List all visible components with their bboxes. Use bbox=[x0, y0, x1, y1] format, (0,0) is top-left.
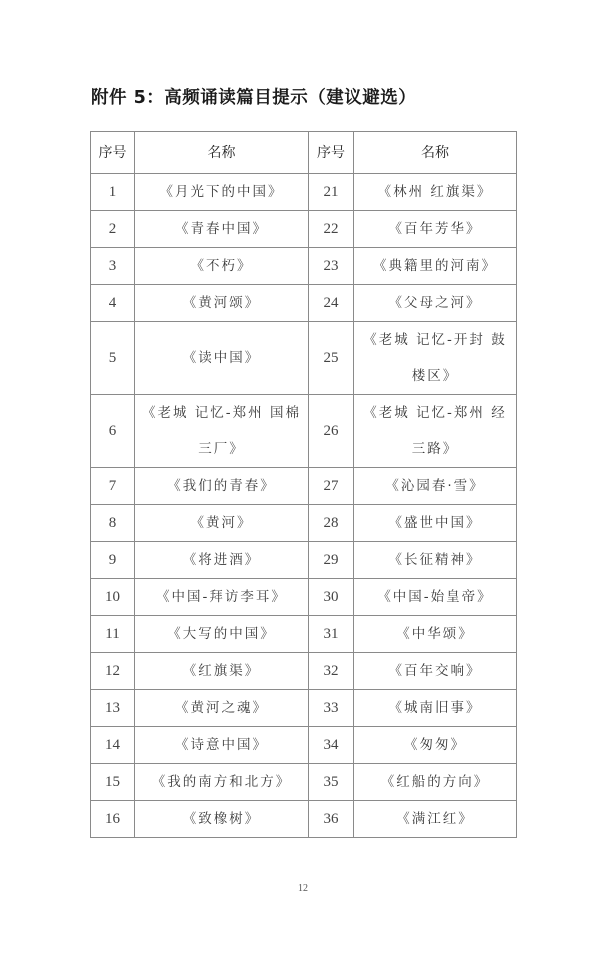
table-row bbox=[91, 616, 517, 653]
title-left: 《将进酒》 bbox=[135, 542, 309, 579]
title-left: 《月光下的中国》 bbox=[135, 174, 309, 211]
serial-right: 24 bbox=[309, 285, 354, 322]
header-name-left: 名称 bbox=[135, 132, 309, 174]
title-right: 《满江红》 bbox=[354, 801, 517, 838]
serial-left: 15 bbox=[91, 764, 135, 801]
serial-left: 1 bbox=[91, 174, 135, 211]
title-right: 《父母之河》 bbox=[354, 285, 517, 322]
table-row bbox=[91, 579, 517, 616]
title-left: 《中国-拜访李耳》 bbox=[135, 579, 309, 616]
table-row bbox=[91, 542, 517, 579]
table-row bbox=[91, 801, 517, 838]
table-row bbox=[91, 653, 517, 690]
serial-right: 27 bbox=[309, 468, 354, 505]
title-right: 《红船的方向》 bbox=[354, 764, 517, 801]
document-title: 附件 5：高频诵读篇目提示（建议避选） bbox=[91, 88, 417, 108]
page-number: 12 bbox=[298, 883, 308, 894]
title-right: 《沁园春·雪》 bbox=[354, 468, 517, 505]
serial-left: 16 bbox=[91, 801, 135, 838]
serial-left: 7 bbox=[91, 468, 135, 505]
serial-right: 26 bbox=[309, 395, 354, 468]
title-left: 《诗意中国》 bbox=[135, 727, 309, 764]
title-left: 《黄河》 bbox=[135, 505, 309, 542]
header-serial-left: 序号 bbox=[91, 132, 135, 174]
title-left: 《我们的青春》 bbox=[135, 468, 309, 505]
serial-right: 34 bbox=[309, 727, 354, 764]
table-row bbox=[91, 505, 517, 542]
serial-left: 10 bbox=[91, 579, 135, 616]
serial-left: 8 bbox=[91, 505, 135, 542]
table-row bbox=[91, 690, 517, 727]
serial-right: 36 bbox=[309, 801, 354, 838]
title-right: 《百年芳华》 bbox=[354, 211, 517, 248]
table-header-row bbox=[91, 132, 517, 174]
serial-left: 6 bbox=[91, 395, 135, 468]
serial-right: 30 bbox=[309, 579, 354, 616]
title-left: 《红旗渠》 bbox=[135, 653, 309, 690]
title-left: 《我的南方和北方》 bbox=[135, 764, 309, 801]
serial-right: 22 bbox=[309, 211, 354, 248]
serial-left: 13 bbox=[91, 690, 135, 727]
title-right: 《老城 记忆-开封 鼓楼区》 bbox=[354, 322, 517, 395]
title-left: 《致橡树》 bbox=[135, 801, 309, 838]
serial-left: 4 bbox=[91, 285, 135, 322]
table-row bbox=[91, 395, 517, 468]
title-left: 《黄河之魂》 bbox=[135, 690, 309, 727]
table-row bbox=[91, 285, 517, 322]
serial-right: 23 bbox=[309, 248, 354, 285]
title-right: 《长征精神》 bbox=[354, 542, 517, 579]
title-right: 《盛世中国》 bbox=[354, 505, 517, 542]
title-left: 《不朽》 bbox=[135, 248, 309, 285]
table-row bbox=[91, 764, 517, 801]
title-right: 《典籍里的河南》 bbox=[354, 248, 517, 285]
title-left: 《老城 记忆-郑州 国棉三厂》 bbox=[135, 395, 309, 468]
title-right: 《城南旧事》 bbox=[354, 690, 517, 727]
serial-left: 12 bbox=[91, 653, 135, 690]
recitation-titles-table bbox=[90, 131, 517, 838]
header-name-right: 名称 bbox=[354, 132, 517, 174]
title-left: 《读中国》 bbox=[135, 322, 309, 395]
serial-left: 9 bbox=[91, 542, 135, 579]
table-row bbox=[91, 174, 517, 211]
serial-right: 28 bbox=[309, 505, 354, 542]
table-row bbox=[91, 248, 517, 285]
title-right: 《百年交响》 bbox=[354, 653, 517, 690]
title-right: 《匆匆》 bbox=[354, 727, 517, 764]
title-left: 《大写的中国》 bbox=[135, 616, 309, 653]
serial-left: 2 bbox=[91, 211, 135, 248]
title-right: 《中国-始皇帝》 bbox=[354, 579, 517, 616]
table-body bbox=[91, 174, 517, 838]
title-left: 《青春中国》 bbox=[135, 211, 309, 248]
table-row bbox=[91, 727, 517, 764]
serial-right: 33 bbox=[309, 690, 354, 727]
title-right: 《林州 红旗渠》 bbox=[354, 174, 517, 211]
table-row bbox=[91, 322, 517, 395]
serial-left: 11 bbox=[91, 616, 135, 653]
serial-left: 3 bbox=[91, 248, 135, 285]
title-right: 《中华颂》 bbox=[354, 616, 517, 653]
serial-right: 31 bbox=[309, 616, 354, 653]
serial-right: 32 bbox=[309, 653, 354, 690]
serial-right: 25 bbox=[309, 322, 354, 395]
serial-right: 35 bbox=[309, 764, 354, 801]
table-row bbox=[91, 468, 517, 505]
serial-right: 21 bbox=[309, 174, 354, 211]
table-row bbox=[91, 211, 517, 248]
serial-left: 5 bbox=[91, 322, 135, 395]
title-left: 《黄河颂》 bbox=[135, 285, 309, 322]
title-right: 《老城 记忆-郑州 经三路》 bbox=[354, 395, 517, 468]
serial-right: 29 bbox=[309, 542, 354, 579]
header-serial-right: 序号 bbox=[309, 132, 354, 174]
serial-left: 14 bbox=[91, 727, 135, 764]
